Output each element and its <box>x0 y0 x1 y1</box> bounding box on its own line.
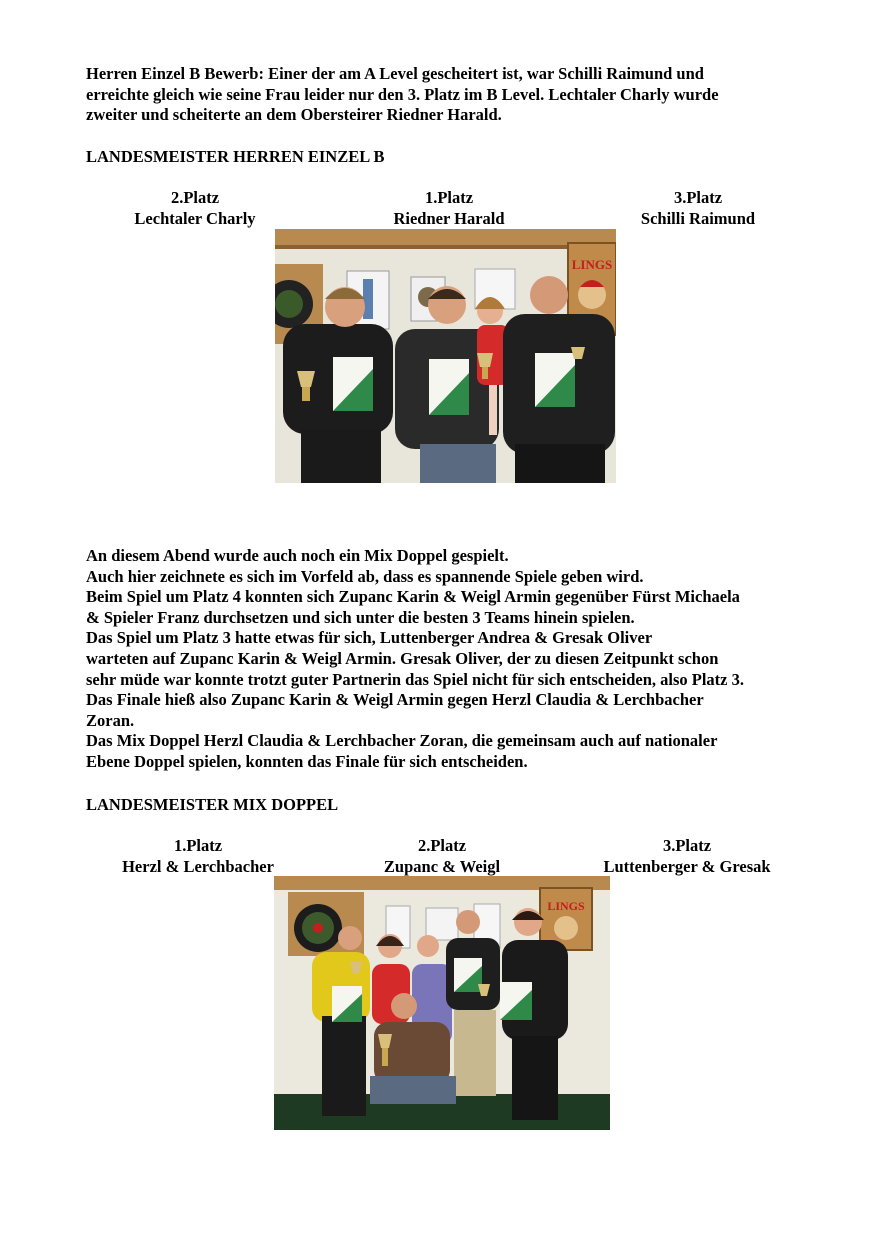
mix-line: Beim Spiel um Platz 4 konnten sich Zupanc Karin & Weigl Armin gegenüber Fürst Michaela <box>86 587 740 607</box>
mix-line: An diesem Abend wurde auch noch ein Mix Doppel gespielt. <box>86 546 509 565</box>
place-name: Herzl & Lerchbacher <box>122 857 274 876</box>
sign-text: LINGS <box>547 899 585 913</box>
place-rank: 2.Platz <box>417 836 467 855</box>
section1-place-third <box>598 187 798 229</box>
section2-place-first <box>98 835 298 877</box>
mix-line: sehr müde war konnte trotzt guter Partnerin das Spiel nicht für sich entscheiden, also Platz 3. <box>86 669 745 689</box>
mix-line: Zoran. <box>86 710 135 730</box>
place-rank: 2.Platz <box>170 188 220 207</box>
place-name: Riedner Harald <box>393 209 505 228</box>
mix-line: & Spieler Franz durchsetzen und sich unter die besten 3 Teams hinein spielen. <box>86 607 635 627</box>
section1-winners-photo <box>275 229 616 483</box>
place-rank: 3.Platz <box>662 836 712 855</box>
mix-line: Ebene Doppel spielen, konnten das Finale für sich entscheiden. <box>86 751 528 771</box>
section2-heading: LANDESMEISTER MIX DOPPEL <box>86 795 339 814</box>
mix-paragraph <box>86 546 846 773</box>
section1-heading: LANDESMEISTER HERREN EINZEL B <box>86 147 385 166</box>
place-name: Lechtaler Charly <box>134 209 256 228</box>
place-rank: 1.Platz <box>173 836 223 855</box>
section2-place-second <box>342 835 542 877</box>
intro-paragraph <box>86 64 846 126</box>
place-rank: 1.Platz <box>424 188 474 207</box>
mix-line: warteten auf Zupanc Karin & Weigl Armin. Gresak Oliver, der zu diesen Zeitpunkt schon <box>86 648 719 668</box>
place-name: Zupanc & Weigl <box>383 857 501 876</box>
section2-place-third <box>572 835 802 877</box>
section1-place-second <box>95 187 295 229</box>
winners-photo-illustration <box>275 229 616 483</box>
mix-line: Auch hier zeichnete es sich im Vorfeld ab, dass es spannende Spiele geben wird. <box>86 566 644 586</box>
mix-line: Das Mix Doppel Herzl Claudia & Lerchbacher Zoran, die gemeinsam auch auf nationaler <box>86 731 718 751</box>
section2-winners-photo <box>274 876 610 1130</box>
intro-line: zweiter und scheiterte an dem Obersteirer Riedner Harald. <box>86 105 502 125</box>
mix-line: Das Spiel um Platz 3 hatte etwas für sich, Luttenberger Andrea & Gresak Oliver <box>86 628 653 648</box>
intro-line: erreichte gleich wie seine Frau leider nur den 3. Platz im B Level. Lechtaler Charly wurde <box>86 84 719 104</box>
place-rank: 3.Platz <box>673 188 723 207</box>
section1-place-first <box>349 187 549 229</box>
sign-text: LINGS <box>571 257 613 272</box>
place-name: Luttenberger & Gresak <box>603 857 771 876</box>
mix-winners-photo-illustration <box>274 876 610 1130</box>
place-name: Schilli Raimund <box>640 209 756 228</box>
mix-line: Das Finale hieß also Zupanc Karin & Weigl Armin gegen Herzl Claudia & Lerchbacher <box>86 690 704 710</box>
intro-line: Herren Einzel B Bewerb: Einer der am A Level gescheitert ist, war Schilli Raimund und <box>86 64 704 83</box>
